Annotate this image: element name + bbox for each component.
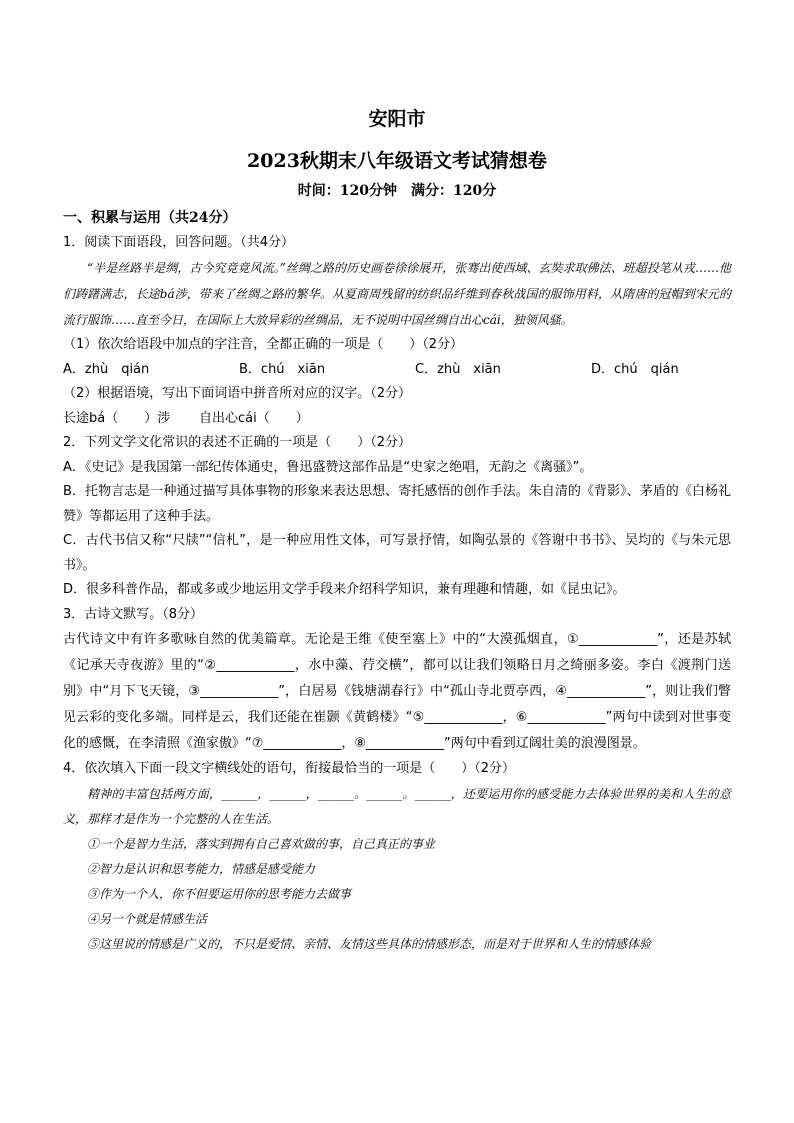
q4-item-4: ④另一个就是情感生活 xyxy=(87,911,208,926)
city-title: 安阳市 xyxy=(368,108,426,130)
q1-sub1: （1）依次给语段中加点的字注音，全都正确的一项是（ ）（2分） xyxy=(63,337,464,352)
q2-option-d: D．很多科普作品，都或多或少地运用文学手段来介绍科学知识，兼有理趣和情趣，如《昆虫记》。 xyxy=(63,582,626,597)
section-title: 一、积累与运用（共24分） xyxy=(63,210,237,226)
q1-options xyxy=(63,358,731,383)
q2-stem: 2．下列文学文化常识的表述不正确的一项是（ ）（2分） xyxy=(63,435,412,450)
q1-sub2: （2）根据语境，写出下面词语中拼音所对应的汉字。（2分） xyxy=(63,386,412,401)
q2-option-a: A．《史记》是我国第一部纪传体通史，鲁迅盛赞这部作品是“史家之绝唱，无韵之《离骚》”。 xyxy=(63,459,593,475)
q1-fill-a: 长途bá（ ）涉 xyxy=(63,410,171,426)
q4-stem: 4．依次填入下面一段文字横线处的语句，衔接最恰当的一项是（ ）（2分） xyxy=(63,761,516,776)
q1-option-d: D．chú qián xyxy=(591,361,679,377)
q4-item-2: ②智力是认识和思考能力，情感是感受能力 xyxy=(87,861,316,876)
q2-option-b: B．托物言志是一种通过描写具体事物的形象来表达思想、寄托感悟的创作手法。朱自清的《背影》、茅盾的《白杨礼赞》等都运用了这种手法。 xyxy=(63,484,731,524)
q3-text: 古代诗文中有许多歌咏自然的优美篇章。无论是王维《使至塞上》中的“大漠孤烟直，①____________”，还是苏轼《记承天寺夜游》里的“②____________，水中藻、荇交横”，都可以让我们领略日月之绮丽多姿。李白《渡荆门送别》中“月下飞天镜，③____________”，白居易《钱塘湖春行》中“孤山寺北贾亭西，④____________”，则让我们瞥见云彩的变化多端。同样是云，我们还能在崔颢《黄鹤楼》“⑤____________，⑥____________”两句中读到对世事变化的感慨，在李清照《渔家傲》“⑦____________，⑧____________”两句中看到辽阔壮美的浪漫图景。 xyxy=(63,632,731,751)
q1-fill-b: 自出心cái（ ） xyxy=(199,410,309,426)
q4-item-3: ③作为一个人，你不但要运用你的思考能力去做事 xyxy=(87,886,352,901)
q2-option-c: C．古代书信又称“尺牍”“信札”，是一种应用性文体，可写景抒情，如陶弘景的《答谢中书书》、吴均的《与朱元思书》。 xyxy=(63,533,731,573)
q1-fill-line xyxy=(63,407,731,432)
q1-option-a: A．zhù qián xyxy=(63,361,150,377)
exam-title: 2023秋期末八年级语文考试猜想卷 xyxy=(247,150,547,172)
q3-stem: 3．古诗文默写。（8分） xyxy=(63,606,204,622)
q1-passage: “半是丝路半是绸，古今究竟竟风流。”丝绸之路的历史画卷徐徐展开，张骞出使西域、玄奘求取佛法、班超投笔从戎……他们踌躇满志，长途bá涉，带来了丝绸之路的繁华。从夏商周残留的纺织品纤维到春秋战国的服饰用料，从隋唐的冠帽到宋元的流行服饰……直至今日，在国际上大放异彩的丝绸品，无不说明中国丝绸自出心cái，独领风骚。 xyxy=(63,261,731,327)
q4-passage: 精神的丰富包括两方面，______，______，______。______。______，还要运用你的感受能力去体验世界的美和人生的意义，那样才是作为一个完整的人在生活。 xyxy=(63,786,731,826)
time-score-line: 时间：120分钟 满分：120分 xyxy=(297,183,497,199)
exam-body xyxy=(63,206,731,957)
q4-item-1: ①一个是智力生活，落实到拥有自己喜欢做的事，自己真正的事业 xyxy=(87,836,436,851)
q1-option-b: B．chú xiān xyxy=(239,361,326,377)
q4-item-5: ⑤这里说的情感是广义的，不只是爱情、亲情、友情这些具体的情感形态，而是对于世界和人生的情感体验 xyxy=(87,936,652,951)
q1-stem: 1．阅读下面语段，回答问题。（共4分） xyxy=(63,234,295,250)
q1-option-c: C．zhù xiān xyxy=(415,361,501,377)
